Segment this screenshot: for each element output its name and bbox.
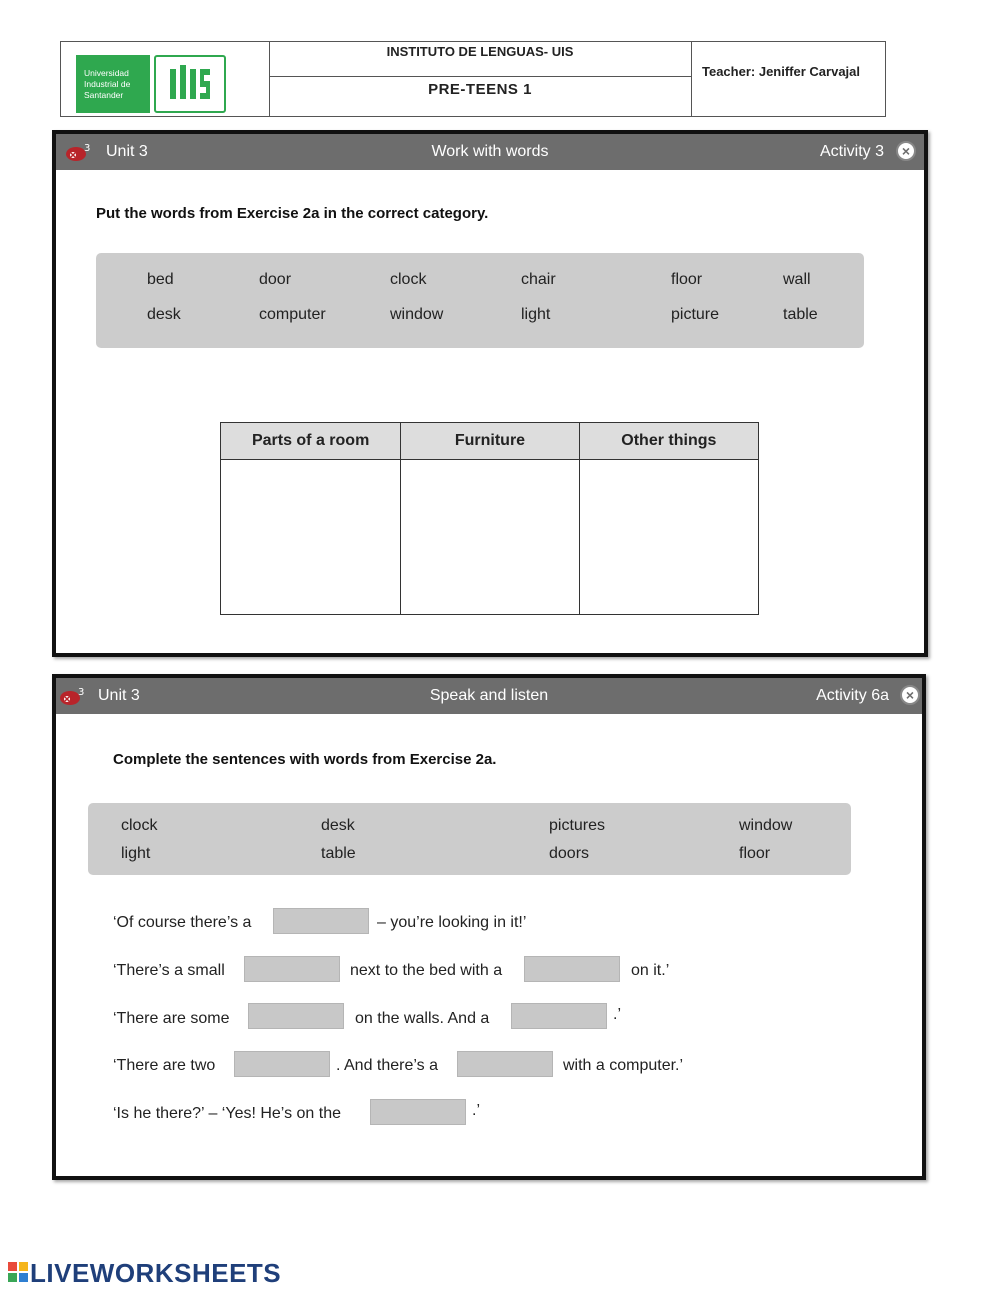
word-bank-item: desk [321, 817, 355, 834]
sentence-text: on it.’ [631, 962, 670, 979]
word-bank-item: bed [147, 271, 174, 288]
word-bank-item: table [321, 845, 356, 862]
close-icon[interactable]: × [896, 141, 916, 161]
word-bank [88, 803, 851, 875]
word-bank-item: doors [549, 845, 590, 862]
liveworksheets-brand: LIVEWORKSHEETS [30, 1258, 282, 1288]
category-table [220, 422, 759, 615]
sentence-text: .’ [613, 1006, 621, 1023]
header-parts-of-a-room: Parts of a room [221, 423, 401, 460]
sentence-text: with a computer.’ [563, 1057, 684, 1074]
sentence-text: . And there’s a [336, 1057, 438, 1074]
word-bank-item: floor [739, 845, 771, 862]
sentence-text: ‘Is he there?’ – ‘Yes! He’s on the [113, 1105, 341, 1122]
teacher-name: Teacher: Jeniffer Carvajal [702, 64, 860, 79]
answer-blank[interactable] [370, 1099, 466, 1125]
activity-number: Activity 6a [816, 687, 889, 704]
word-bank-item: window [390, 306, 444, 323]
answer-blank[interactable] [457, 1051, 553, 1077]
instruction: Put the words from Exercise 2a in the correct category. [96, 205, 489, 222]
sentence-text: .’ [472, 1102, 480, 1119]
sentence-text: ‘There are two [113, 1057, 216, 1074]
header-other-things: Other things [579, 423, 758, 460]
activity-title: Speak and listen [429, 687, 549, 704]
sentence-text: ‘There are some [113, 1010, 230, 1027]
word-bank-item: picture [671, 306, 720, 323]
answer-blank[interactable] [234, 1051, 330, 1077]
word-bank-item: light [521, 306, 551, 323]
svg-text:3: 3 [84, 143, 91, 154]
word-bank-item: clock [121, 817, 158, 834]
word-bank-item: window [739, 817, 793, 834]
panel-title-bar [56, 678, 922, 714]
instruction: Complete the sentences with words from Exercise 2a. [113, 751, 497, 768]
header-furniture: Furniture [401, 423, 579, 460]
answer-cell-other-things[interactable] [579, 460, 758, 615]
word-bank-item: computer [259, 306, 326, 323]
svg-text:3: 3 [78, 687, 85, 698]
activity-title: Work with words [431, 143, 549, 160]
logo-text: Universidad Industrial de Santander [76, 55, 150, 113]
word-bank-item: chair [521, 271, 556, 288]
answer-blank[interactable] [273, 908, 369, 934]
word-bank-item: light [121, 845, 151, 862]
unit-label: Unit 3 [98, 687, 140, 704]
sentence-text: – you’re looking in it!’ [377, 914, 527, 931]
answer-blank[interactable] [248, 1003, 344, 1029]
word-bank-item: desk [147, 306, 181, 323]
answer-blank[interactable] [524, 956, 620, 982]
sentence-text: on the walls. And a [355, 1010, 490, 1027]
answer-blank[interactable] [244, 956, 340, 982]
word-bank-item: pictures [549, 817, 606, 834]
activity-panel-speak-and-listen [52, 674, 926, 1180]
close-icon[interactable]: × [900, 685, 920, 705]
uis-mark-icon [154, 55, 226, 113]
word-bank-item: wall [783, 271, 811, 288]
word-bank-item: floor [671, 271, 703, 288]
sentence-text: ‘There’s a small [113, 962, 225, 979]
answer-cell-furniture[interactable] [401, 460, 579, 615]
liveworksheets-logo-icon [8, 1262, 28, 1282]
sentence-text: next to the bed with a [350, 962, 503, 979]
word-bank-item: clock [390, 271, 427, 288]
uis-logo [76, 55, 226, 113]
word-bank-item: table [783, 306, 818, 323]
activity-number: Activity 3 [819, 143, 884, 160]
word-bank-item: door [259, 271, 292, 288]
answer-cell-parts-of-a-room[interactable] [221, 460, 401, 615]
word-bank [96, 253, 864, 348]
panel-title-bar [56, 134, 924, 170]
activity-panel-work-with-words [52, 130, 928, 657]
course-name: PRE-TEENS 1 [269, 76, 692, 116]
institute-name: INSTITUTO DE LENGUAS- UIS [269, 42, 692, 77]
sentence-text: ‘Of course there’s a [113, 914, 252, 931]
logo-cell [61, 42, 270, 116]
answer-blank[interactable] [511, 1003, 607, 1029]
unit-label: Unit 3 [106, 143, 148, 160]
worksheet-header [60, 41, 886, 117]
